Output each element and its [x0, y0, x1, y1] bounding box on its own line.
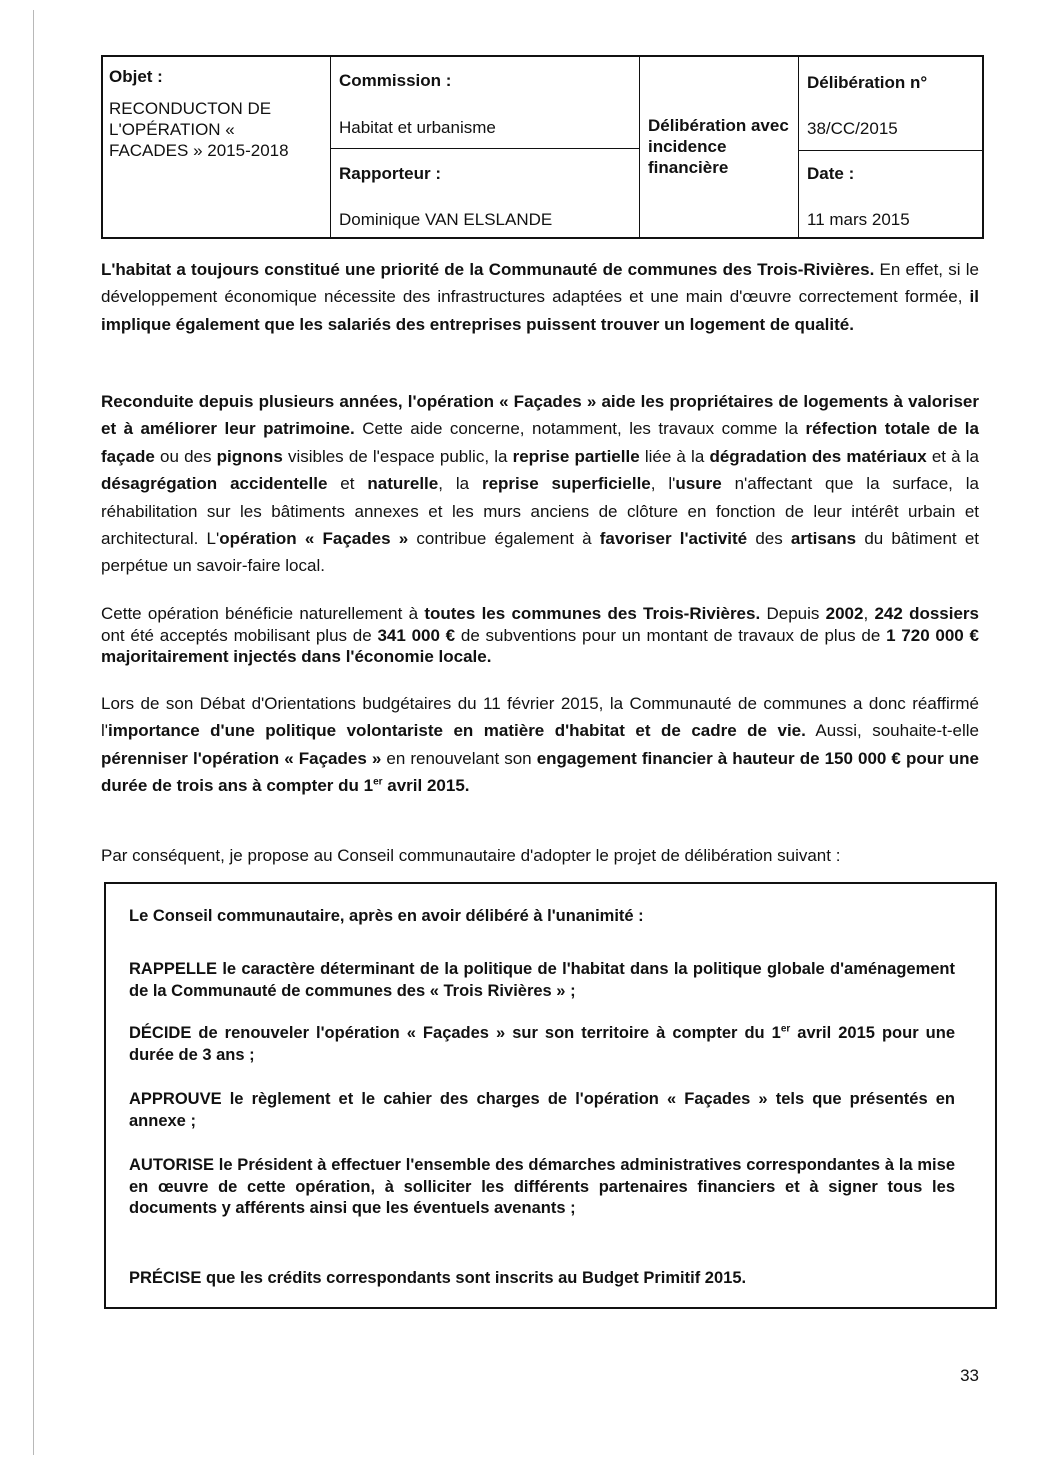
- decision-box: [104, 882, 997, 1309]
- text-run: Lors de son Débat d'Orientations budgétaires du 11 février 2015, la Communauté de communes a donc réaffirmé l': [101, 694, 979, 741]
- bold-run: toutes les communes des Trois-Rivières.: [424, 604, 761, 623]
- bold-run: opération « Façades »: [219, 529, 409, 549]
- decision-approuve: APPROUVE le règlement et le cahier des charges de l'opération « Façades » tels que présentés en annexe ;: [129, 1090, 955, 1130]
- bold-run: L'habitat a toujours constitué une priorité de la Communauté de communes des Trois-Rivières.: [101, 260, 875, 279]
- rapporteur-label: Rapporteur :: [339, 164, 441, 183]
- paragraph-habitat-priority: [101, 256, 979, 338]
- decision-decide: [129, 1023, 955, 1066]
- text-run: contribue également à: [408, 529, 600, 549]
- text-run: ou des: [154, 446, 217, 466]
- text-run: ,: [863, 604, 875, 623]
- date-value: 11 mars 2015: [807, 210, 910, 229]
- objet-value: RECONDUCTON DE L'OPÉRATION « FACADES » 2015-2018: [109, 99, 289, 160]
- bold-run: 1 720 000 € majoritairement injectés dans l'économie locale.: [101, 625, 979, 666]
- commission-label: Commission :: [339, 71, 452, 90]
- decide-text-a: DÉCIDE de renouveler l'opération « Façades » sur son territoire à compter du 1: [129, 1024, 781, 1042]
- decision-rappelle: RAPPELLE le caractère déterminant de la politique de l'habitat dans la politique globale d'aménagement de la Communauté de communes des « Trois Rivières » ;: [129, 960, 955, 1000]
- text-run: En effet, si le développement économique nécessite des infrastructures adaptées et une main d'œuvre correctement formée,: [101, 260, 979, 307]
- text-run: Cette aide concerne, notamment, les travaux comme la: [354, 419, 806, 439]
- header-table: [101, 55, 984, 239]
- bold-run: artisans: [790, 529, 857, 549]
- bold-run: 341 000 €: [377, 625, 456, 645]
- superscript-run: er: [373, 776, 383, 788]
- decision-autorise: AUTORISE le Président à effectuer l'ensemble des démarches administratives correspondantes à la mise en œuvre de cette opération, à solliciter les différents partenaires financiers et à signer tous les documents y afférents ainsi que les éventuels avenants ;: [129, 1156, 955, 1217]
- paragraph-bilan: [101, 603, 979, 668]
- decision-intro: Le Conseil communautaire, après en avoir délibéré à l'unanimité :: [129, 907, 644, 925]
- commission-rapporteur-cell: [331, 57, 640, 237]
- decide-sup: er: [780, 1023, 791, 1035]
- bold-run: dégradation des matériaux: [709, 446, 927, 466]
- bold-run: pérenniser l'opération « Façades »: [101, 748, 382, 768]
- text-run: en renouvelant son: [381, 748, 537, 768]
- rapporteur-value: Dominique VAN ELSLANDE: [339, 210, 553, 229]
- bold-run: pignons: [216, 446, 283, 466]
- header-divider: [331, 148, 639, 149]
- deliberation-label: Délibération n°: [807, 73, 928, 92]
- bold-run: importance d'une politique volontariste en matière d'habitat et de cadre de vie.: [108, 721, 806, 741]
- bold-run: 242 dossiers: [874, 604, 979, 623]
- text-run: et: [327, 474, 368, 494]
- bold-run: avril 2015.: [382, 776, 470, 796]
- objet-cell: [103, 57, 331, 237]
- bold-run: il implique également que les salariés des entreprises puissent trouver un logement de qualité.: [101, 287, 979, 334]
- deliberation-number: 38/CC/2015: [807, 119, 898, 138]
- scan-margin-line: [33, 10, 34, 1455]
- decide-text-b: avril 2015 pour une durée de 3 ans ;: [129, 1024, 955, 1064]
- paragraph-operation-facades: [101, 388, 979, 580]
- paragraph-proposition: Par conséquent, je propose au Conseil communautaire d'adopter le projet de délibération suivant :: [101, 846, 841, 865]
- text-run: Cette opération bénéficie naturellement à: [101, 604, 425, 623]
- bold-run: favoriser l'activité: [599, 529, 748, 549]
- text-run: de subventions pour un montant de travaux de plus de: [455, 625, 887, 645]
- text-run: Depuis: [760, 604, 826, 623]
- text-run: , la: [438, 474, 482, 494]
- text-run: visibles de l'espace public, la: [282, 446, 513, 466]
- bold-run: usure: [675, 474, 722, 494]
- bold-run: engagement financier à hauteur de 150 000 € pour une durée de trois ans à compter du 1: [101, 748, 979, 796]
- text-run: liée à la: [639, 446, 710, 466]
- bold-run: réfection totale de la façade: [101, 419, 979, 466]
- text-run: Aussi, souhaite-t-elle: [805, 721, 979, 741]
- bold-run: naturelle: [367, 474, 439, 494]
- commission-value: Habitat et urbanisme: [339, 118, 496, 137]
- date-label: Date :: [807, 164, 855, 183]
- text-run: du bâtiment et perpétue un savoir-faire local.: [101, 529, 979, 576]
- page-number: 33: [960, 1366, 979, 1385]
- numero-date-cell: [799, 57, 982, 237]
- type-cell: [640, 57, 799, 237]
- header-divider: [799, 150, 982, 151]
- deliberation-type: Délibération avec incidence financière: [648, 116, 789, 177]
- objet-label: Objet :: [109, 67, 163, 86]
- bold-run: désagrégation accidentelle: [101, 474, 328, 494]
- text-run: ont été acceptés mobilisant plus de: [101, 625, 378, 645]
- text-run: et à la: [926, 446, 979, 466]
- text-run: n'affectant que la surface, la réhabilitation sur les bâtiments annexes et les murs anciens de clôture en fonction de leur intérêt urbain et architectural. L': [101, 474, 980, 549]
- text-run: des: [747, 529, 791, 549]
- bold-run: 2002: [825, 604, 864, 623]
- paragraph-debat-orientations: [101, 690, 979, 800]
- text-run: , l': [650, 474, 676, 494]
- bold-run: reprise superficielle: [481, 474, 651, 494]
- decision-precise: PRÉCISE que les crédits correspondants sont inscrits au Budget Primitif 2015.: [129, 1269, 747, 1287]
- bold-run: reprise partielle: [512, 446, 640, 466]
- bold-run: Reconduite depuis plusieurs années, l'opération « Façades » aide les propriétaires de logements à valoriser et à améliorer leur patrimoine.: [101, 392, 979, 439]
